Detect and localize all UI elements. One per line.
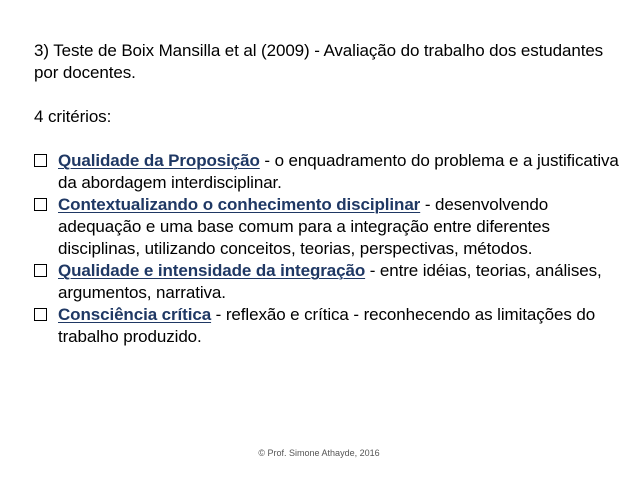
checkbox-icon [34, 198, 47, 211]
slide-body [34, 40, 624, 348]
criterion-description: - reflexão e crítica - reconhecendo as limitações do trabalho produzido. [58, 305, 596, 346]
criterion-term: Consciência crítica [58, 305, 212, 324]
criterion-description: - o enquadramento do problema e a justificativa da abordagem interdisciplinar. [58, 151, 619, 192]
criteria-intro: 4 critérios: [34, 107, 112, 126]
criterion-term: Contextualizando o conhecimento disciplinar [58, 195, 421, 214]
criterion-description: - desenvolvendo adequação e uma base comum para a integração entre diferentes disciplinas, utilizando conceitos, teorias, perspectivas, métodos. [58, 195, 550, 258]
criterion-item [34, 150, 624, 194]
slide-heading: 3) Teste de Boix Mansilla et al (2009) - Avaliação do trabalho dos estudantes por docentes. [34, 41, 604, 82]
checkbox-icon [34, 154, 47, 167]
criterion-item [34, 304, 624, 348]
criterion-item [34, 194, 624, 260]
footer-credit: © Prof. Simone Athayde, 2016 [258, 448, 380, 458]
checkbox-icon [34, 264, 47, 277]
criterion-description: - entre idéias, teorias, análises, argumentos, narrativa. [58, 261, 602, 302]
criterion-term: Qualidade da Proposição [58, 151, 260, 170]
spacer [34, 128, 624, 150]
spacer [34, 84, 624, 106]
checkbox-icon [34, 308, 47, 321]
criterion-term: Qualidade e intensidade da integração [58, 261, 366, 280]
criterion-item [34, 260, 624, 304]
